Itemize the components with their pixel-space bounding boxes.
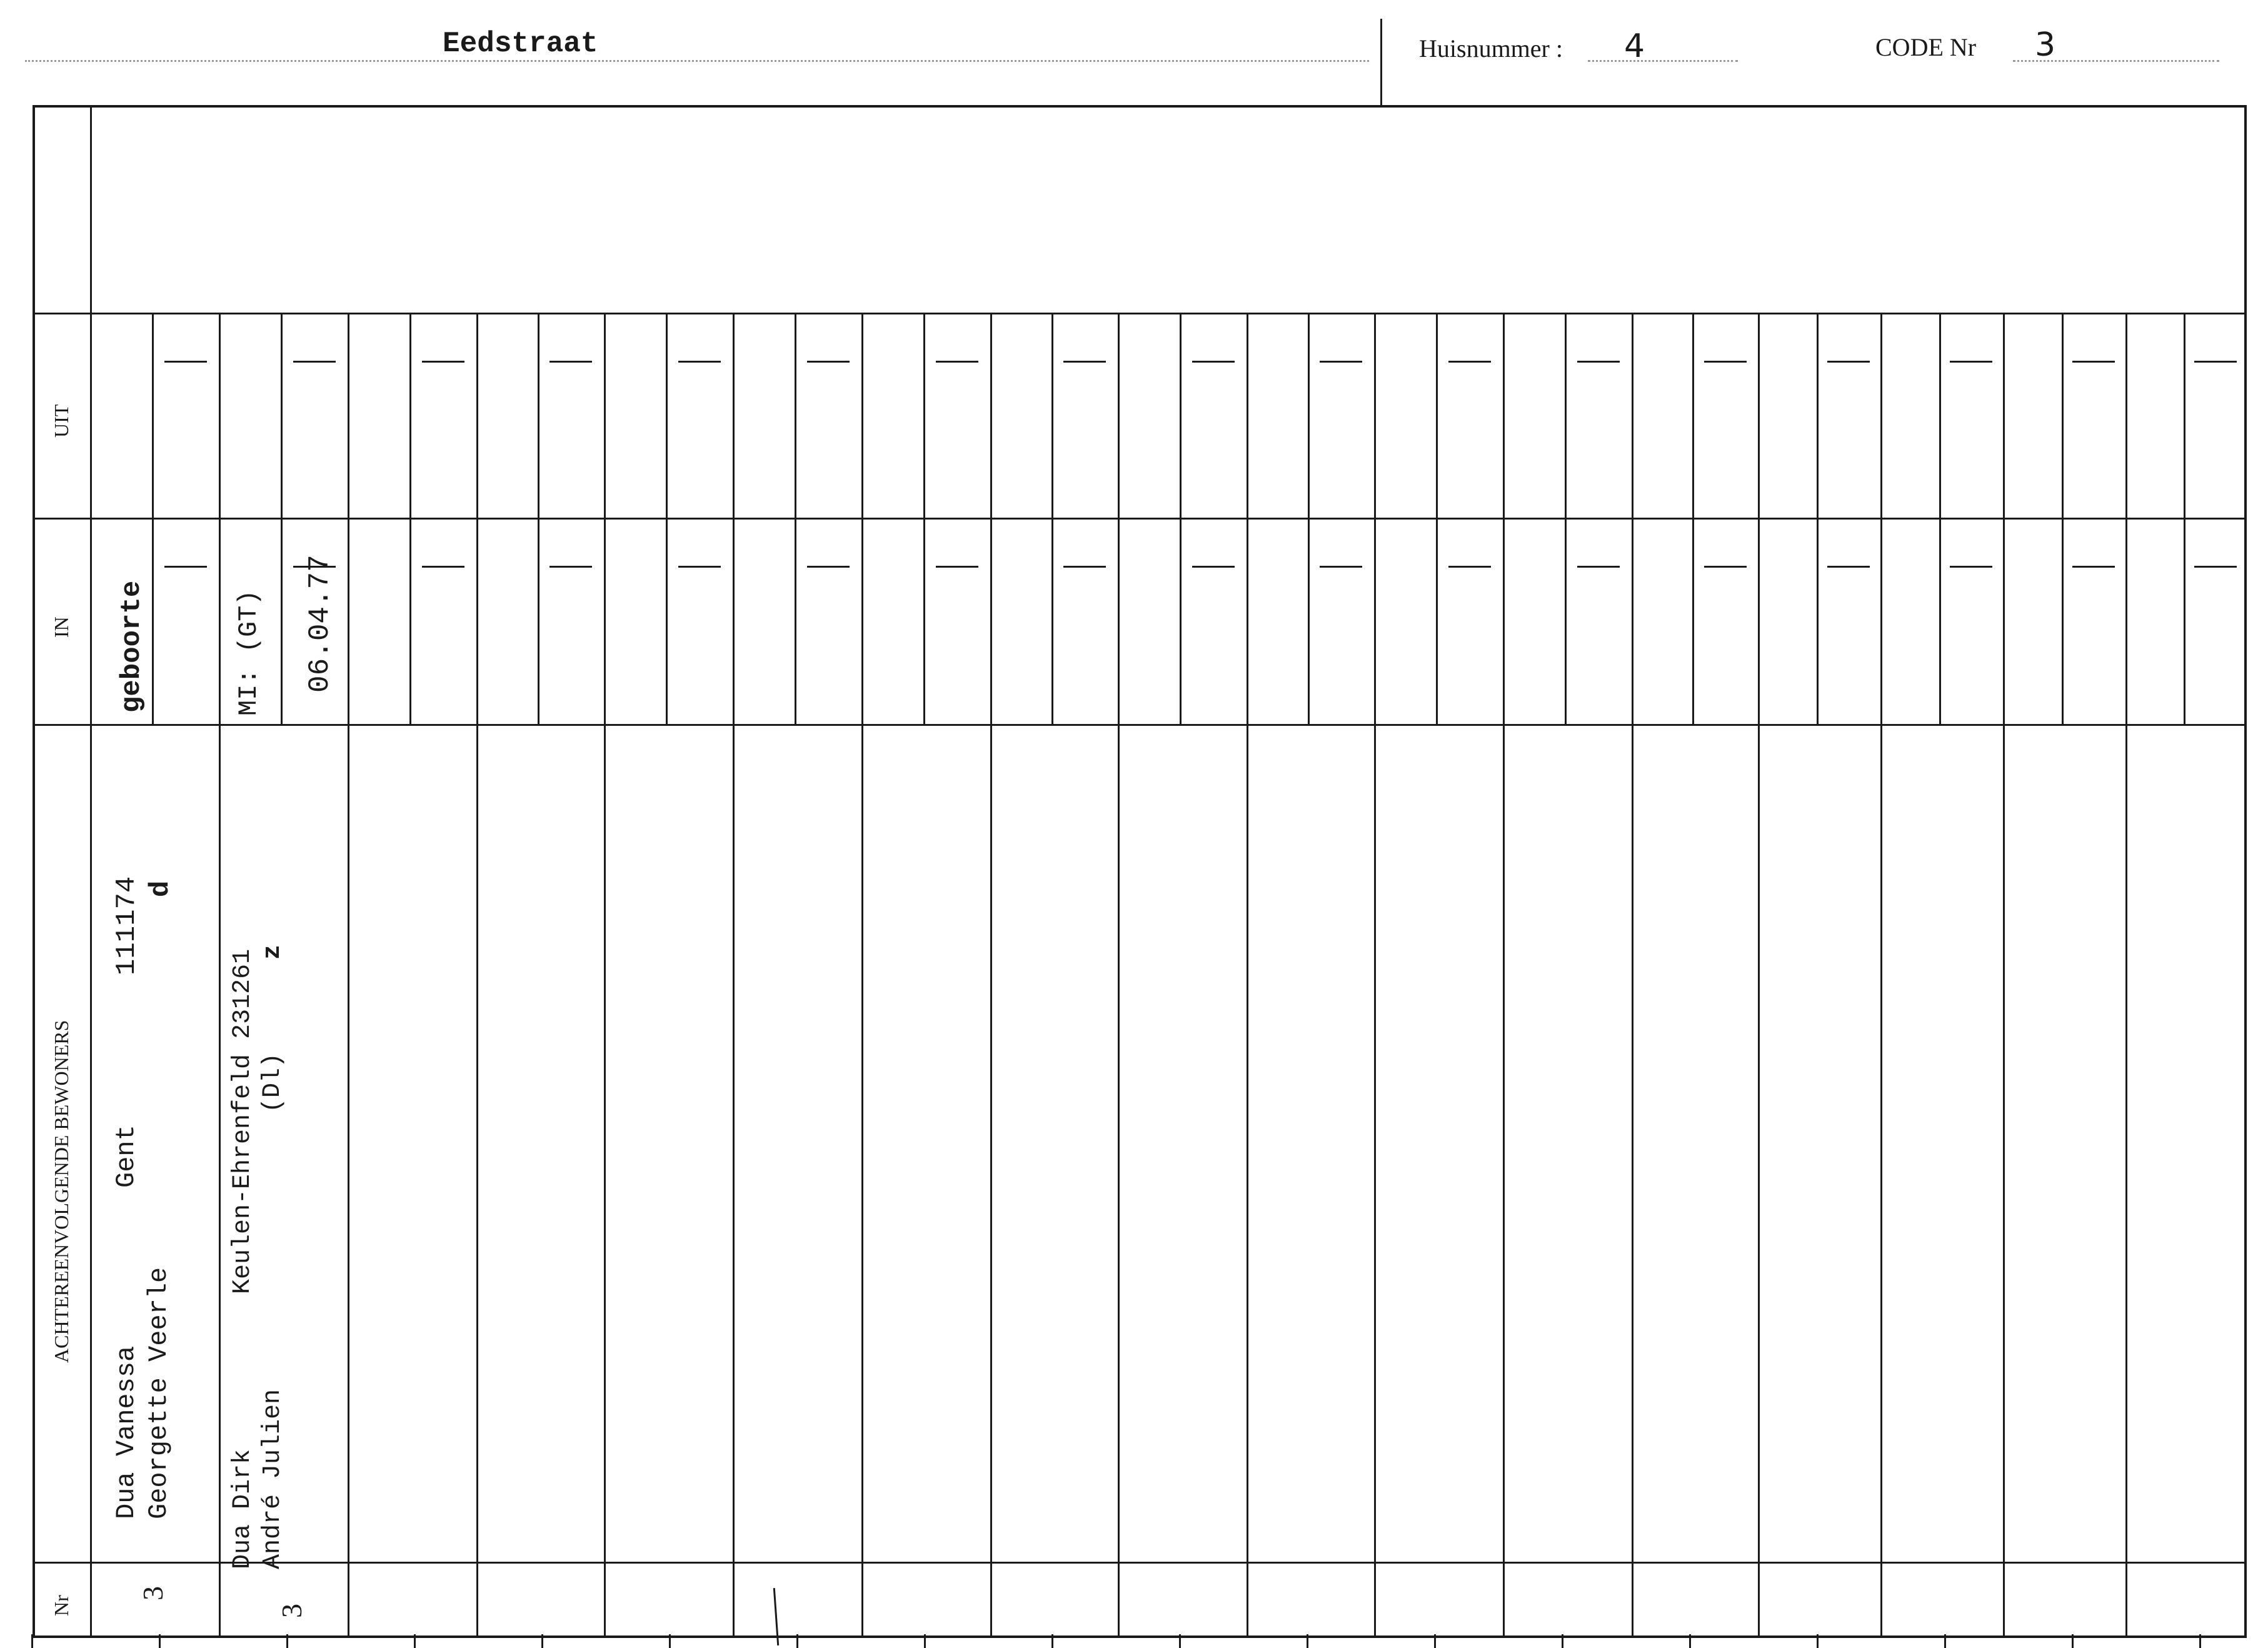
empty-field-dash bbox=[2072, 361, 2115, 363]
code-label: CODE Nr bbox=[1875, 33, 1977, 61]
empty-field-dash bbox=[293, 361, 336, 363]
column-divider bbox=[1632, 313, 1633, 1637]
label-uit: UIT bbox=[50, 404, 73, 438]
resident-2-in-date: 06.04.77 bbox=[304, 555, 336, 693]
frame-tick bbox=[1689, 1634, 1691, 1648]
resident-2-in-reason: MI: (GT) bbox=[234, 590, 264, 716]
sub-column-divider bbox=[2184, 313, 2185, 724]
resident-2-place-line1: Keulen-Ehrenfeld 231261 bbox=[229, 948, 257, 1294]
empty-field-dash bbox=[1192, 361, 1235, 363]
empty-field-dash bbox=[936, 566, 978, 568]
empty-field-dash bbox=[1827, 361, 1870, 363]
empty-field-dash bbox=[807, 361, 850, 363]
empty-field-dash bbox=[1577, 361, 1620, 363]
frame-tick bbox=[796, 1634, 798, 1648]
row-divider-top bbox=[34, 313, 2245, 314]
resident-1-name-line2: Georgette Veerle bbox=[144, 1267, 174, 1519]
sub-column-divider bbox=[795, 313, 796, 724]
frame-tick bbox=[2072, 1634, 2074, 1648]
sub-column-divider bbox=[409, 313, 411, 724]
frame-tick bbox=[1307, 1634, 1308, 1648]
column-divider bbox=[1374, 313, 1376, 1637]
header-divider bbox=[1380, 19, 1382, 106]
huisnummer-dotted-line bbox=[1588, 60, 1738, 62]
code-value: 3 bbox=[2035, 26, 2056, 64]
label-nr: Nr bbox=[50, 1595, 73, 1616]
column-divider bbox=[861, 313, 863, 1637]
column-divider bbox=[604, 313, 606, 1637]
label-bewoners: ACHTEREENVOLGENDE BEWONERS bbox=[50, 1020, 73, 1363]
sub-column-divider bbox=[1817, 313, 1819, 724]
frame-tick bbox=[1179, 1634, 1181, 1648]
empty-field-dash bbox=[549, 566, 592, 568]
sub-column-divider bbox=[666, 313, 668, 724]
empty-field-dash bbox=[164, 566, 207, 568]
frame-tick bbox=[541, 1634, 543, 1648]
empty-field-dash bbox=[678, 361, 721, 363]
frame-tick bbox=[2199, 1634, 2201, 1648]
sub-column-divider bbox=[152, 313, 154, 724]
column-divider bbox=[1503, 313, 1505, 1637]
sub-column-divider bbox=[1939, 313, 1941, 724]
sub-column-divider bbox=[281, 313, 283, 724]
frame-tick bbox=[1434, 1634, 1436, 1648]
row-divider-bewoners-nr bbox=[34, 1562, 2245, 1564]
frame-tick bbox=[1562, 1634, 1563, 1648]
empty-field-dash bbox=[1063, 566, 1106, 568]
row-divider-in-bewoners bbox=[34, 724, 2245, 726]
frame-tick bbox=[1817, 1634, 1819, 1648]
sub-column-divider bbox=[1180, 313, 1182, 724]
resident-2-place-line2: (Dl) bbox=[259, 1052, 287, 1113]
sub-column-divider bbox=[1565, 313, 1567, 724]
column-divider bbox=[1118, 313, 1120, 1637]
frame-tick bbox=[1944, 1634, 1946, 1648]
frame-tick bbox=[924, 1634, 926, 1648]
frame-tick bbox=[414, 1634, 416, 1648]
resident-1-place: Gent bbox=[111, 1125, 141, 1188]
column-divider bbox=[990, 313, 992, 1637]
column-divider bbox=[1880, 313, 1882, 1637]
frame-tick bbox=[159, 1634, 161, 1648]
resident-1-nr: 3 bbox=[137, 1586, 169, 1600]
resident-1-sex: d bbox=[145, 880, 176, 897]
empty-field-dash bbox=[1577, 566, 1620, 568]
empty-field-dash bbox=[1704, 566, 1747, 568]
empty-field-dash bbox=[1320, 361, 1362, 363]
sub-column-divider bbox=[1308, 313, 1310, 724]
column-divider bbox=[2003, 313, 2005, 1637]
column-divider bbox=[733, 313, 735, 1637]
empty-field-dash bbox=[422, 566, 464, 568]
empty-field-dash bbox=[936, 361, 978, 363]
empty-field-dash bbox=[1448, 361, 1491, 363]
empty-field-dash bbox=[549, 361, 592, 363]
frame-tick bbox=[286, 1634, 288, 1648]
empty-field-dash bbox=[1950, 361, 1992, 363]
huisnummer-label: Huisnummer : bbox=[1419, 34, 1563, 63]
row-divider-uit-in bbox=[34, 518, 2245, 520]
sub-column-divider bbox=[923, 313, 925, 724]
empty-field-dash bbox=[164, 361, 207, 363]
street-name: Eedstraat bbox=[443, 28, 598, 60]
resident-1-in-reason: geboorte bbox=[116, 580, 148, 713]
column-divider bbox=[348, 313, 349, 1637]
frame-tick bbox=[1051, 1634, 1053, 1648]
label-column-divider bbox=[90, 106, 92, 1637]
empty-field-dash bbox=[1827, 566, 1870, 568]
resident-2-name-line2: André Julien bbox=[259, 1389, 287, 1569]
resident-1-birth: 111174 bbox=[111, 876, 143, 975]
column-divider bbox=[1758, 313, 1760, 1637]
label-in: IN bbox=[50, 616, 73, 638]
column-divider bbox=[219, 313, 221, 1637]
resident-2-sex: z bbox=[259, 944, 287, 960]
sub-column-divider bbox=[538, 313, 539, 724]
empty-field-dash bbox=[2194, 361, 2237, 363]
sub-column-divider bbox=[1692, 313, 1694, 724]
column-divider bbox=[2125, 313, 2127, 1637]
empty-field-dash bbox=[1704, 361, 1747, 363]
empty-field-dash bbox=[1950, 566, 1992, 568]
frame-tick bbox=[669, 1634, 671, 1648]
resident-2-nr: 3 bbox=[276, 1604, 308, 1618]
empty-field-dash bbox=[807, 566, 850, 568]
empty-field-dash bbox=[1448, 566, 1491, 568]
column-divider bbox=[1247, 313, 1248, 1637]
empty-field-dash bbox=[1320, 566, 1362, 568]
empty-field-dash bbox=[422, 361, 464, 363]
code-dotted-line bbox=[2013, 60, 2219, 62]
street-dotted-line bbox=[25, 60, 1369, 62]
sub-column-divider bbox=[1051, 313, 1053, 724]
empty-field-dash bbox=[1063, 361, 1106, 363]
empty-field-dash bbox=[678, 566, 721, 568]
column-divider bbox=[476, 313, 478, 1637]
empty-field-dash bbox=[1192, 566, 1235, 568]
resident-2-name-line1: Dua Dirk bbox=[229, 1449, 257, 1569]
empty-field-dash bbox=[2194, 566, 2237, 568]
sub-column-divider bbox=[1436, 313, 1438, 724]
resident-1-name-line1: Dua Vanessa bbox=[111, 1345, 141, 1519]
sub-column-divider bbox=[2062, 313, 2064, 724]
empty-field-dash bbox=[2072, 566, 2115, 568]
huisnummer-value: 4 bbox=[1624, 28, 1645, 65]
register-form bbox=[33, 105, 2247, 1638]
frame-tick bbox=[31, 1634, 33, 1648]
